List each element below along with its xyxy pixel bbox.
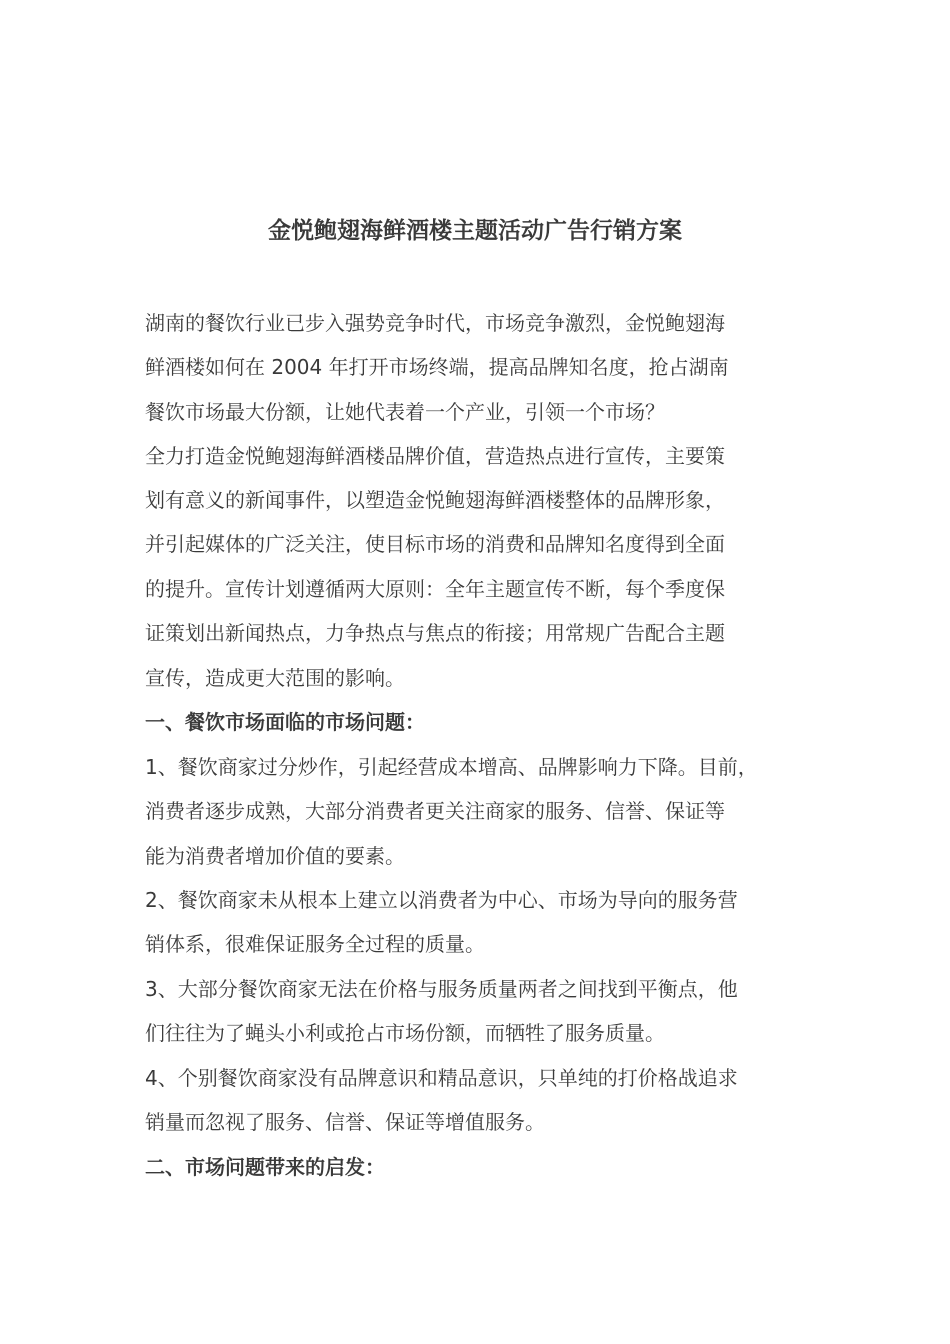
paragraph-line: 能为消费者增加价值的要素。 bbox=[145, 844, 405, 868]
paragraph-line: 2、餐饮商家未从根本上建立以消费者为中心、市场为导向的服务营 bbox=[145, 888, 738, 912]
paragraph-line: 消费者逐步成熟，大部分消费者更关注商家的服务、信誉、保证等 bbox=[145, 799, 725, 823]
paragraph-line: 1、餐饮商家过分炒作，引起经营成本增高、品牌影响力下降。目前， bbox=[145, 755, 758, 779]
paragraph-line: 4、个别餐饮商家没有品牌意识和精品意识，只单纯的打价格战追求 bbox=[145, 1066, 738, 1090]
paragraph-line: 们往往为了蝇头小利或抢占市场份额，而牺牲了服务质量。 bbox=[145, 1021, 665, 1045]
paragraph-line: 划有意义的新闻事件，以塑造金悦鲍翅海鲜酒楼整体的品牌形象， bbox=[145, 488, 725, 512]
section-heading: 一、餐饮市场面临的市场问题： bbox=[145, 710, 425, 734]
paragraph-line: 湖南的餐饮行业已步入强势竞争时代，市场竞争激烈，金悦鲍翅海 bbox=[145, 311, 725, 335]
paragraph-line: 证策划出新闻热点，力争热点与焦点的衔接；用常规广告配合主题 bbox=[145, 621, 725, 645]
paragraph-line: 宣传，造成更大范围的影响。 bbox=[145, 666, 405, 690]
paragraph-line: 并引起媒体的广泛关注，使目标市场的消费和品牌知名度得到全面 bbox=[145, 532, 725, 556]
paragraph-line: 的提升。宣传计划遵循两大原则：全年主题宣传不断，每个季度保 bbox=[145, 577, 725, 601]
section-heading: 二、市场问题带来的启发： bbox=[145, 1155, 385, 1179]
paragraph-line: 全力打造金悦鲍翅海鲜酒楼品牌价值，营造热点进行宣传，主要策 bbox=[145, 444, 725, 468]
document-title: 金悦鲍翅海鲜酒楼主题活动广告行销方案 bbox=[268, 218, 682, 244]
paragraph-line: 销体系，很难保证服务全过程的质量。 bbox=[145, 932, 485, 956]
paragraph-line: 销量而忽视了服务、信誉、保证等增值服务。 bbox=[145, 1110, 545, 1134]
paragraph-line: 3、大部分餐饮商家无法在价格与服务质量两者之间找到平衡点，他 bbox=[145, 977, 738, 1001]
paragraph-line: 鲜酒楼如何在 2004 年打开市场终端，提高品牌知名度，抢占湖南 bbox=[145, 355, 729, 379]
paragraph-line: 餐饮市场最大份额，让她代表着一个产业，引领一个市场？ bbox=[145, 400, 665, 424]
